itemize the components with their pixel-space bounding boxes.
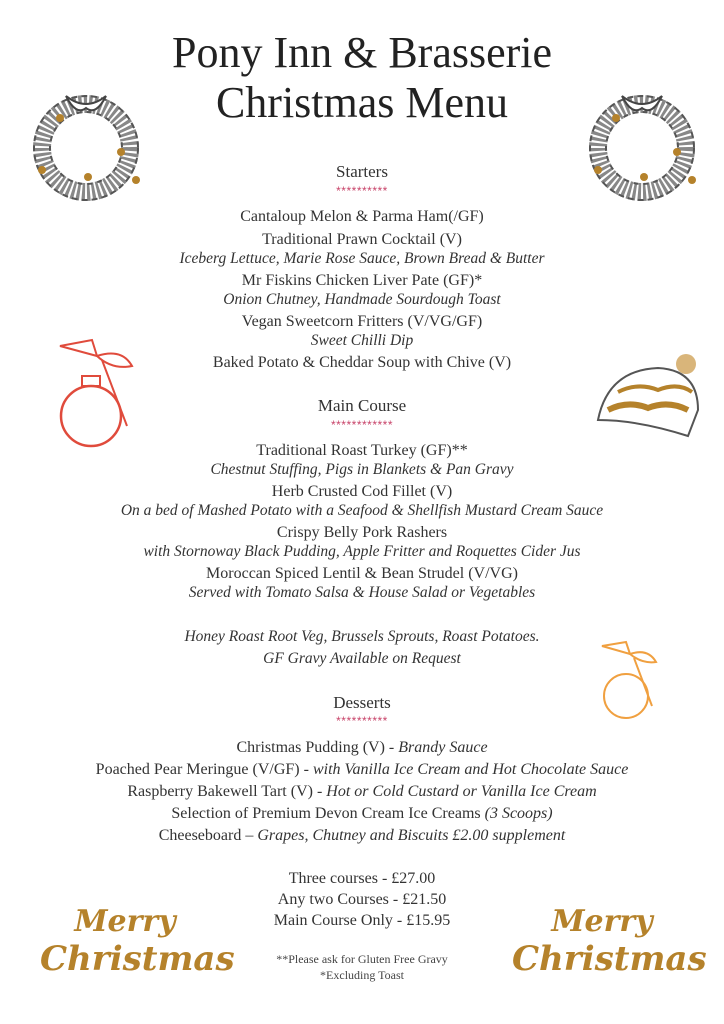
merry-word: Merry bbox=[551, 904, 653, 939]
footnote-gravy: **Please ask for Gluten Free Gravy bbox=[276, 952, 448, 966]
dish-name: Baked Potato & Cheddar Soup with Chive (V) bbox=[212, 354, 512, 371]
dessert-description: with Vanilla Ice Cream and Hot Chocolate Sauce bbox=[312, 761, 629, 778]
starters-list bbox=[0, 207, 724, 372]
christmas-word: Christmas bbox=[512, 939, 707, 979]
mains-list bbox=[0, 441, 724, 602]
title-line-2: Christmas Menu bbox=[215, 78, 509, 127]
desserts-divider: ********** bbox=[336, 714, 388, 728]
dish-name: Traditional Prawn Cocktail (V) bbox=[262, 231, 462, 248]
dish-name: Crispy Belly Pork Rashers bbox=[276, 524, 448, 541]
christmas-word: Christmas bbox=[40, 939, 235, 979]
starters-heading: Starters bbox=[336, 162, 388, 181]
dish-description: Onion Chutney, Handmade Sourdough Toast bbox=[223, 291, 501, 308]
mains-divider: ************ bbox=[330, 418, 394, 432]
footnote-toast: *Excluding Toast bbox=[320, 968, 404, 982]
dish-name: Traditional Roast Turkey (GF)** bbox=[256, 442, 468, 459]
dish-name: Herb Crusted Cod Fillet (V) bbox=[271, 483, 453, 500]
merry-word: Merry bbox=[74, 904, 176, 939]
sides-note bbox=[0, 626, 724, 670]
dish-description: Served with Tomato Salsa & House Salad or Vegetables bbox=[188, 584, 536, 601]
dessert-item: Selection of Premium Devon Cream Ice Creams (3 Scoops) bbox=[171, 805, 553, 822]
mains-heading: Main Course bbox=[317, 396, 407, 415]
price-two-courses: Any two Courses - £21.50 bbox=[277, 891, 447, 908]
starters-divider: ********** bbox=[336, 184, 388, 198]
dessert-item: Poached Pear Meringue (V/GF) - with Vanilla Ice Cream and Hot Chocolate Sauce bbox=[95, 761, 629, 778]
dessert-item: Christmas Pudding (V) - Brandy Sauce bbox=[236, 739, 488, 756]
dish-name: Cantaloup Melon & Parma Ham(/GF) bbox=[240, 208, 484, 225]
dish-description: Sweet Chilli Dip bbox=[310, 332, 414, 349]
dish-name: Mr Fiskins Chicken Liver Pate (GF)* bbox=[241, 272, 483, 289]
dessert-description: Brandy Sauce bbox=[398, 739, 488, 756]
title-line-1: Pony Inn & Brasserie bbox=[171, 28, 553, 77]
dish-name: Moroccan Spiced Lentil & Bean Strudel (V/VG) bbox=[206, 565, 518, 582]
dessert-item: Cheeseboard – Grapes, Chutney and Biscuits £2.00 supplement bbox=[158, 827, 566, 844]
price-main-only: Main Course Only - £15.95 bbox=[273, 912, 451, 929]
dessert-description: Grapes, Chutney and Biscuits £2.00 supplement bbox=[257, 827, 566, 844]
desserts-heading: Desserts bbox=[333, 693, 391, 712]
dish-description: with Stornoway Black Pudding, Apple Fritter and Roquettes Cider Jus bbox=[143, 543, 581, 560]
dessert-description: (3 Scoops) bbox=[484, 805, 553, 822]
sides-line-1: Honey Roast Root Veg, Brussels Sprouts, Roast Potatoes. bbox=[184, 628, 540, 645]
merry-christmas-lettering bbox=[40, 904, 235, 979]
desserts-list bbox=[0, 737, 724, 847]
price-three-courses: Three courses - £27.00 bbox=[288, 870, 436, 887]
dessert-description: Hot or Cold Custard or Vanilla Ice Cream bbox=[326, 783, 597, 800]
dish-description: Chestnut Stuffing, Pigs in Blankets & Pan Gravy bbox=[210, 461, 514, 478]
dish-description: On a bed of Mashed Potato with a Seafood & Shellfish Mustard Cream Sauce bbox=[120, 502, 604, 519]
sides-line-2: GF Gravy Available on Request bbox=[263, 650, 461, 667]
merry-christmas-lettering bbox=[512, 904, 707, 979]
dessert-item: Raspberry Bakewell Tart (V) - Hot or Cold Custard or Vanilla Ice Cream bbox=[127, 783, 597, 800]
dish-name: Vegan Sweetcorn Fritters (V/VG/GF) bbox=[241, 313, 483, 330]
dish-description: Iceberg Lettuce, Marie Rose Sauce, Brown Bread & Butter bbox=[179, 250, 545, 267]
